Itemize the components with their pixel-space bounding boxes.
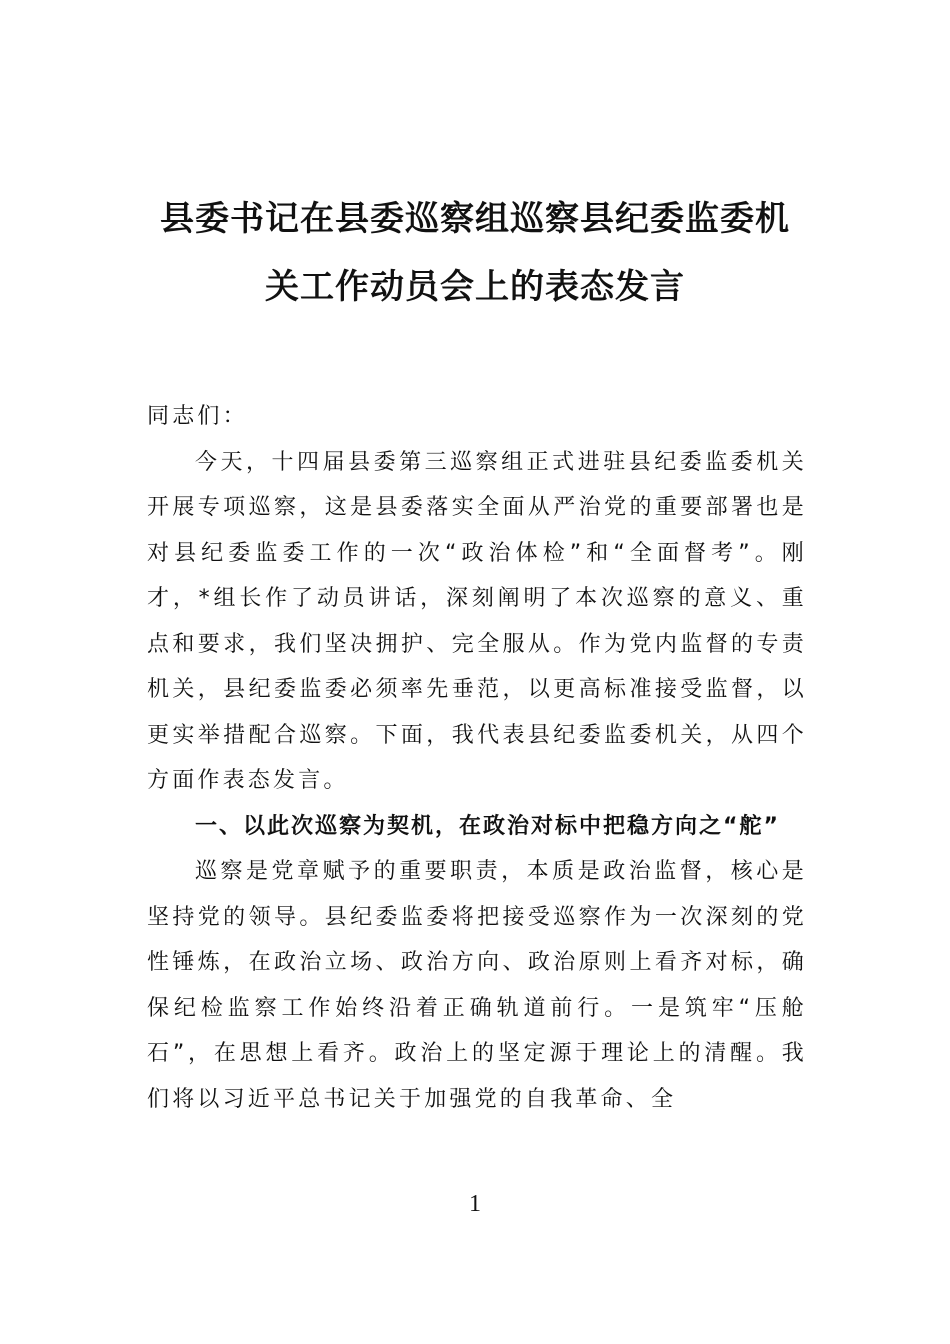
opening-paragraph: 今天，十四届县委第三巡察组正式进驻县纪委监委机关开展专项巡察，这是县委落实全面从严治党的重要部署也是对县纪委监委工作的一次“政治体检”和“全面督考”。刚才，*组长作了动员讲话，深刻阐明了本次巡察的意义、重点和要求，我们坚决拥护、完全服从。作为党内监督的专责机关，县纪委监委必须率先垂范，以更高标准接受监督，以更实举措配合巡察。下面，我代表县纪委监委机关，从四个方面作表态发言。 <box>147 449 807 793</box>
greeting: 同志们： <box>147 404 248 429</box>
document-title-line-2: 关工作动员会上的表态发言 <box>265 267 685 307</box>
document-body <box>147 394 807 1122</box>
document-title-line-1: 县委书记在县委巡察组巡察县纪委监委机 <box>160 199 790 239</box>
page-number: 1 <box>469 1191 481 1217</box>
section-1-heading: 一、以此次巡察为契机，在政治对标中把稳方向之“舵” <box>195 813 780 839</box>
section-1-paragraph: 巡察是党章赋予的重要职责，本质是政治监督，核心是坚持党的领导。县纪委监委将把接受巡察作为一次深刻的党性锤炼，在政治立场、政治方向、政治原则上看齐对标，确保纪检监察工作始终沿着正确轨道前行。一是筑牢“压舱石”，在思想上看齐。政治上的坚定源于理论上的清醒。我们将以习近平总书记关于加强党的自我革命、全 <box>147 859 807 1112</box>
